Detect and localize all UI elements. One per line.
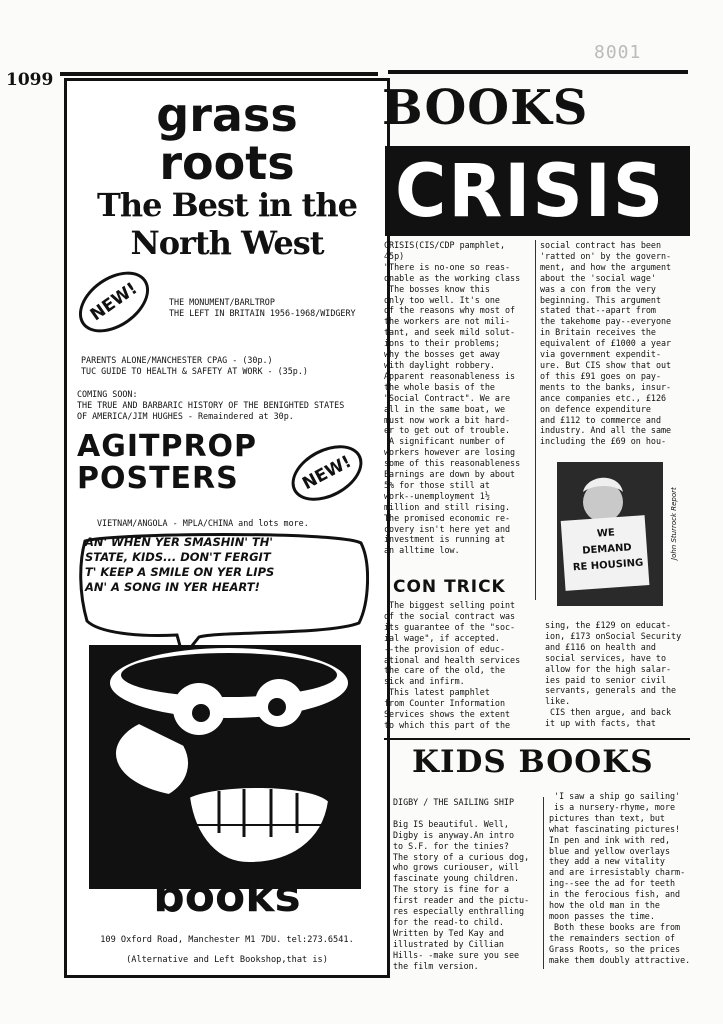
text-line: ance companies etc., £126 [540, 392, 667, 403]
list-item: OF AMERICA/JIM HUGHES - Remaindered at 30p. [77, 411, 294, 421]
text-line: ments to the banks, insur- [540, 381, 672, 392]
text-line: Digby is anyway.An intro [393, 829, 515, 840]
text-line: Grass Roots, so the prices [549, 943, 681, 954]
text-line: all in the same boat, we [384, 403, 506, 414]
text-line: on defence expenditure [540, 403, 651, 414]
text-line: blue and yellow overlays [549, 845, 671, 856]
text-line: it up with facts, that [545, 718, 656, 729]
text-line: to which this part of the [384, 719, 511, 730]
tagline-line2: North West [130, 224, 324, 262]
text-line: why the bosses get away [384, 349, 500, 360]
text-line: ure. But CIS show that out [540, 359, 672, 370]
text-line: The bosses know this [384, 283, 490, 294]
text-line: is a nursery-rhyme, more [549, 801, 676, 812]
new-books-list [169, 297, 356, 319]
photo-credit: John Sturrock Report [670, 487, 678, 560]
section-divider [384, 738, 690, 740]
list-item: THE MONUMENT/BARLTROP [169, 297, 275, 307]
text-line: 'ratted on' by the govern- [540, 250, 672, 261]
text-line: stated that--apart from [540, 305, 656, 316]
posters-heading [77, 431, 257, 495]
list-item: THE TRUE AND BARBARIC HISTORY OF THE BENIGHTED STATES [77, 400, 345, 410]
text-line: work--unemployment 1½ [384, 490, 490, 501]
posters-heading-line1: AGITPROP [77, 429, 258, 464]
column-divider [535, 240, 536, 600]
text-line: the film version. [393, 960, 479, 971]
text-line: its guarantee of the "soc- [384, 621, 516, 632]
text-line: the workers are not mili- [384, 316, 511, 327]
text-line: via government expendit- [540, 349, 662, 360]
text-line: Both these books are from [549, 921, 681, 932]
text-line: servants, generals and the [545, 685, 677, 696]
text-line: "Social Contract". We are [384, 392, 511, 403]
con-trick-subheading: CON TRICK [393, 577, 506, 597]
text-line: including the £69 on hou- [540, 436, 667, 447]
text-line: tant, and seek mild solut- [384, 327, 516, 338]
top-rule-right [388, 70, 688, 74]
list-item: THE LEFT IN BRITAIN 1956-1968/WIDGERY [169, 308, 356, 318]
text-line: Big IS beautiful. Well, [393, 818, 509, 829]
advert-footer-word: books [153, 871, 301, 922]
text-line: The story is fine for a [393, 884, 509, 895]
text-line: from Counter Information [384, 698, 506, 709]
protest-photo [557, 462, 663, 606]
text-line: million and still rising. [384, 501, 511, 512]
text-line: ing--see the ad for teeth [549, 878, 676, 889]
kids-column-2 [549, 791, 695, 966]
text-line: social services, have to [545, 652, 667, 663]
text-line: The biggest selling point [384, 600, 516, 610]
kids-column-1 [393, 797, 541, 971]
sign-line: WE [596, 527, 616, 540]
text-line: of the social contract was [384, 610, 516, 621]
sign-line: DEMAND [581, 542, 633, 557]
text-line: ational and health services [384, 654, 521, 665]
list-item: TUC GUIDE TO HEALTH & SAFETY AT WORK - (35p.) [81, 366, 308, 376]
crisis-column-1 [384, 240, 532, 556]
text-line: res especially enthralling [393, 906, 525, 917]
text-line: workers however are losing [384, 447, 516, 458]
text-line: they add a new vitality [549, 856, 665, 867]
text-line: 45p) [384, 250, 405, 261]
text-line: Apparent reasonableness is [384, 370, 516, 381]
text-line: what fascinating pictures! [549, 823, 681, 834]
text-line: 5% for those still at [384, 479, 490, 490]
text-line: and £112 to commerce and [540, 414, 662, 425]
text-line: The story of a curious dog, [393, 851, 530, 862]
crisis-column-2 [540, 240, 690, 447]
text-line: illustrated by Cillian [393, 938, 504, 949]
text-line: to S.F. for the tinies? [393, 840, 509, 851]
text-line: er to get out of trouble. [384, 425, 511, 436]
text-line: CIS then argue, and back [545, 707, 672, 718]
text-line: equivalent of £1000 a year [540, 338, 672, 349]
text-line: This latest pamphlet [384, 687, 490, 698]
text-line [393, 808, 541, 819]
advert-title-line1: grass [156, 88, 298, 142]
text-line: an alltime low. [384, 545, 460, 556]
text-line: and are irresistably charm- [549, 867, 686, 878]
page-number: 1099 [6, 70, 54, 90]
posters-new-badge: NEW! [282, 434, 372, 512]
tagline-line1: The Best in the [97, 186, 357, 224]
grass-roots-advert [64, 78, 390, 978]
text-line: Hills- -make sure you see [393, 949, 520, 960]
sign-line: RE HOUSING [572, 557, 644, 574]
list-item: COMING SOON: [77, 389, 138, 399]
text-line: --the provision of educ- [384, 643, 506, 654]
text-line: make them doubly attractive. [549, 954, 691, 965]
books-list [81, 355, 308, 377]
text-line: how the old man in the [549, 900, 660, 911]
text-line: Written by Ted Kay and [393, 927, 504, 938]
text-line: about the 'social wage' [540, 272, 656, 283]
crisis-column-3 [384, 600, 532, 731]
text-line: the care of the old, the [384, 665, 506, 676]
text-line: ial wage", if accepted. [384, 632, 500, 643]
text-line: allow for the high salar- [545, 663, 672, 674]
text-line: industry. And all the same [540, 425, 672, 436]
text-line: for the read-to child. [393, 916, 504, 927]
text-line: 'I saw a ship go sailing' [549, 791, 681, 801]
text-line: covery isn't here yet and [384, 523, 511, 534]
text-line: ion, £173 onSocial Security [545, 630, 682, 641]
books-heading: BOOKS [382, 80, 589, 136]
new-badge: NEW! [68, 259, 161, 345]
text-line: sick and infirm. [384, 676, 465, 687]
text-line: in Britain receives the [540, 327, 656, 338]
text-line: ions to their problems; [384, 338, 500, 349]
text-line: was a con from the very [540, 283, 656, 294]
text-line: moon passes the time. [549, 910, 655, 921]
advert-title [67, 88, 387, 190]
advert-title-line2: roots [159, 136, 295, 190]
text-line: Earnings are down by about [384, 469, 516, 480]
text-line: with daylight robbery. [384, 359, 495, 370]
speech-line: T' KEEP A SMILE ON YER LIPS [85, 565, 275, 579]
text-line: "There is no-one so reas- [384, 261, 511, 272]
text-line: only too well. It's one [384, 294, 500, 305]
text-line: The promised economic re- [384, 512, 511, 523]
crisis-column-4 [545, 620, 693, 729]
speech-line: AN' WHEN YER SMASHIN' TH' [85, 535, 273, 549]
kids-books-heading: KIDS BOOKS [412, 744, 654, 780]
text-line: fascinate young children. [393, 873, 520, 884]
text-line: and £116 on health and [545, 641, 656, 652]
text-line: pictures than text, but [549, 812, 665, 823]
text-line: the whole basis of the [384, 381, 495, 392]
text-line: like. [545, 696, 571, 707]
text-line: of this £91 goes on pay- [540, 370, 662, 381]
text-line: beginning. This argument [540, 294, 662, 305]
top-rule-left [60, 72, 378, 76]
text-line: Services shows the extent [384, 709, 511, 720]
text-line: A significant number of [384, 436, 506, 447]
text-line: CRISIS(CIS/CDP pamphlet, [384, 240, 506, 250]
text-line: investment is running at [384, 534, 506, 545]
advert-tagline [67, 186, 387, 262]
text-line: in the ferocious fish, and [549, 889, 681, 900]
coming-soon [77, 389, 344, 422]
text-line: DIGBY / THE SAILING SHIP [393, 797, 515, 807]
shop-note: (Alternative and Left Bookshop,that is) [126, 955, 328, 965]
crisis-heading: CRISIS [395, 147, 666, 235]
text-line: onable as the working class [384, 272, 521, 283]
speech-bubble [85, 535, 347, 595]
text-line: the takehome pay--everyone [540, 316, 672, 327]
text-line: who grows curiouser, will [393, 862, 520, 873]
text-line: sing, the £129 on educat- [545, 620, 672, 630]
shop-address: 109 Oxford Road, Manchester M1 7DU. tel:273.6541. [100, 935, 354, 945]
text-line: the remainders section of [549, 932, 676, 943]
column-divider [543, 797, 544, 969]
text-line: ies paid to senior civil [545, 674, 667, 685]
speech-line: AN' A SONG IN YER HEART! [85, 580, 260, 594]
page-stamp: 8001 [594, 42, 642, 63]
text-line: of the reasons why most of [384, 305, 516, 316]
posters-list: VIETNAM/ANGOLA - MPLA/CHINA and lots more. [97, 518, 309, 528]
text-line: ment, and how the argument [540, 261, 672, 272]
text-line: some of this reasonableness [384, 458, 521, 469]
list-item: PARENTS ALONE/MANCHESTER CPAG - (30p.) [81, 355, 273, 365]
speech-line: STATE, KIDS... DON'T FERGIT [85, 550, 271, 564]
text-line: first reader and the pictu- [393, 895, 530, 906]
posters-heading-line2: POSTERS [77, 461, 239, 496]
text-line: In pen and ink with red, [549, 834, 671, 845]
photo-sign [565, 523, 648, 576]
text-line: social contract has been [540, 240, 662, 250]
text-line: must now work a bit hard- [384, 414, 511, 425]
